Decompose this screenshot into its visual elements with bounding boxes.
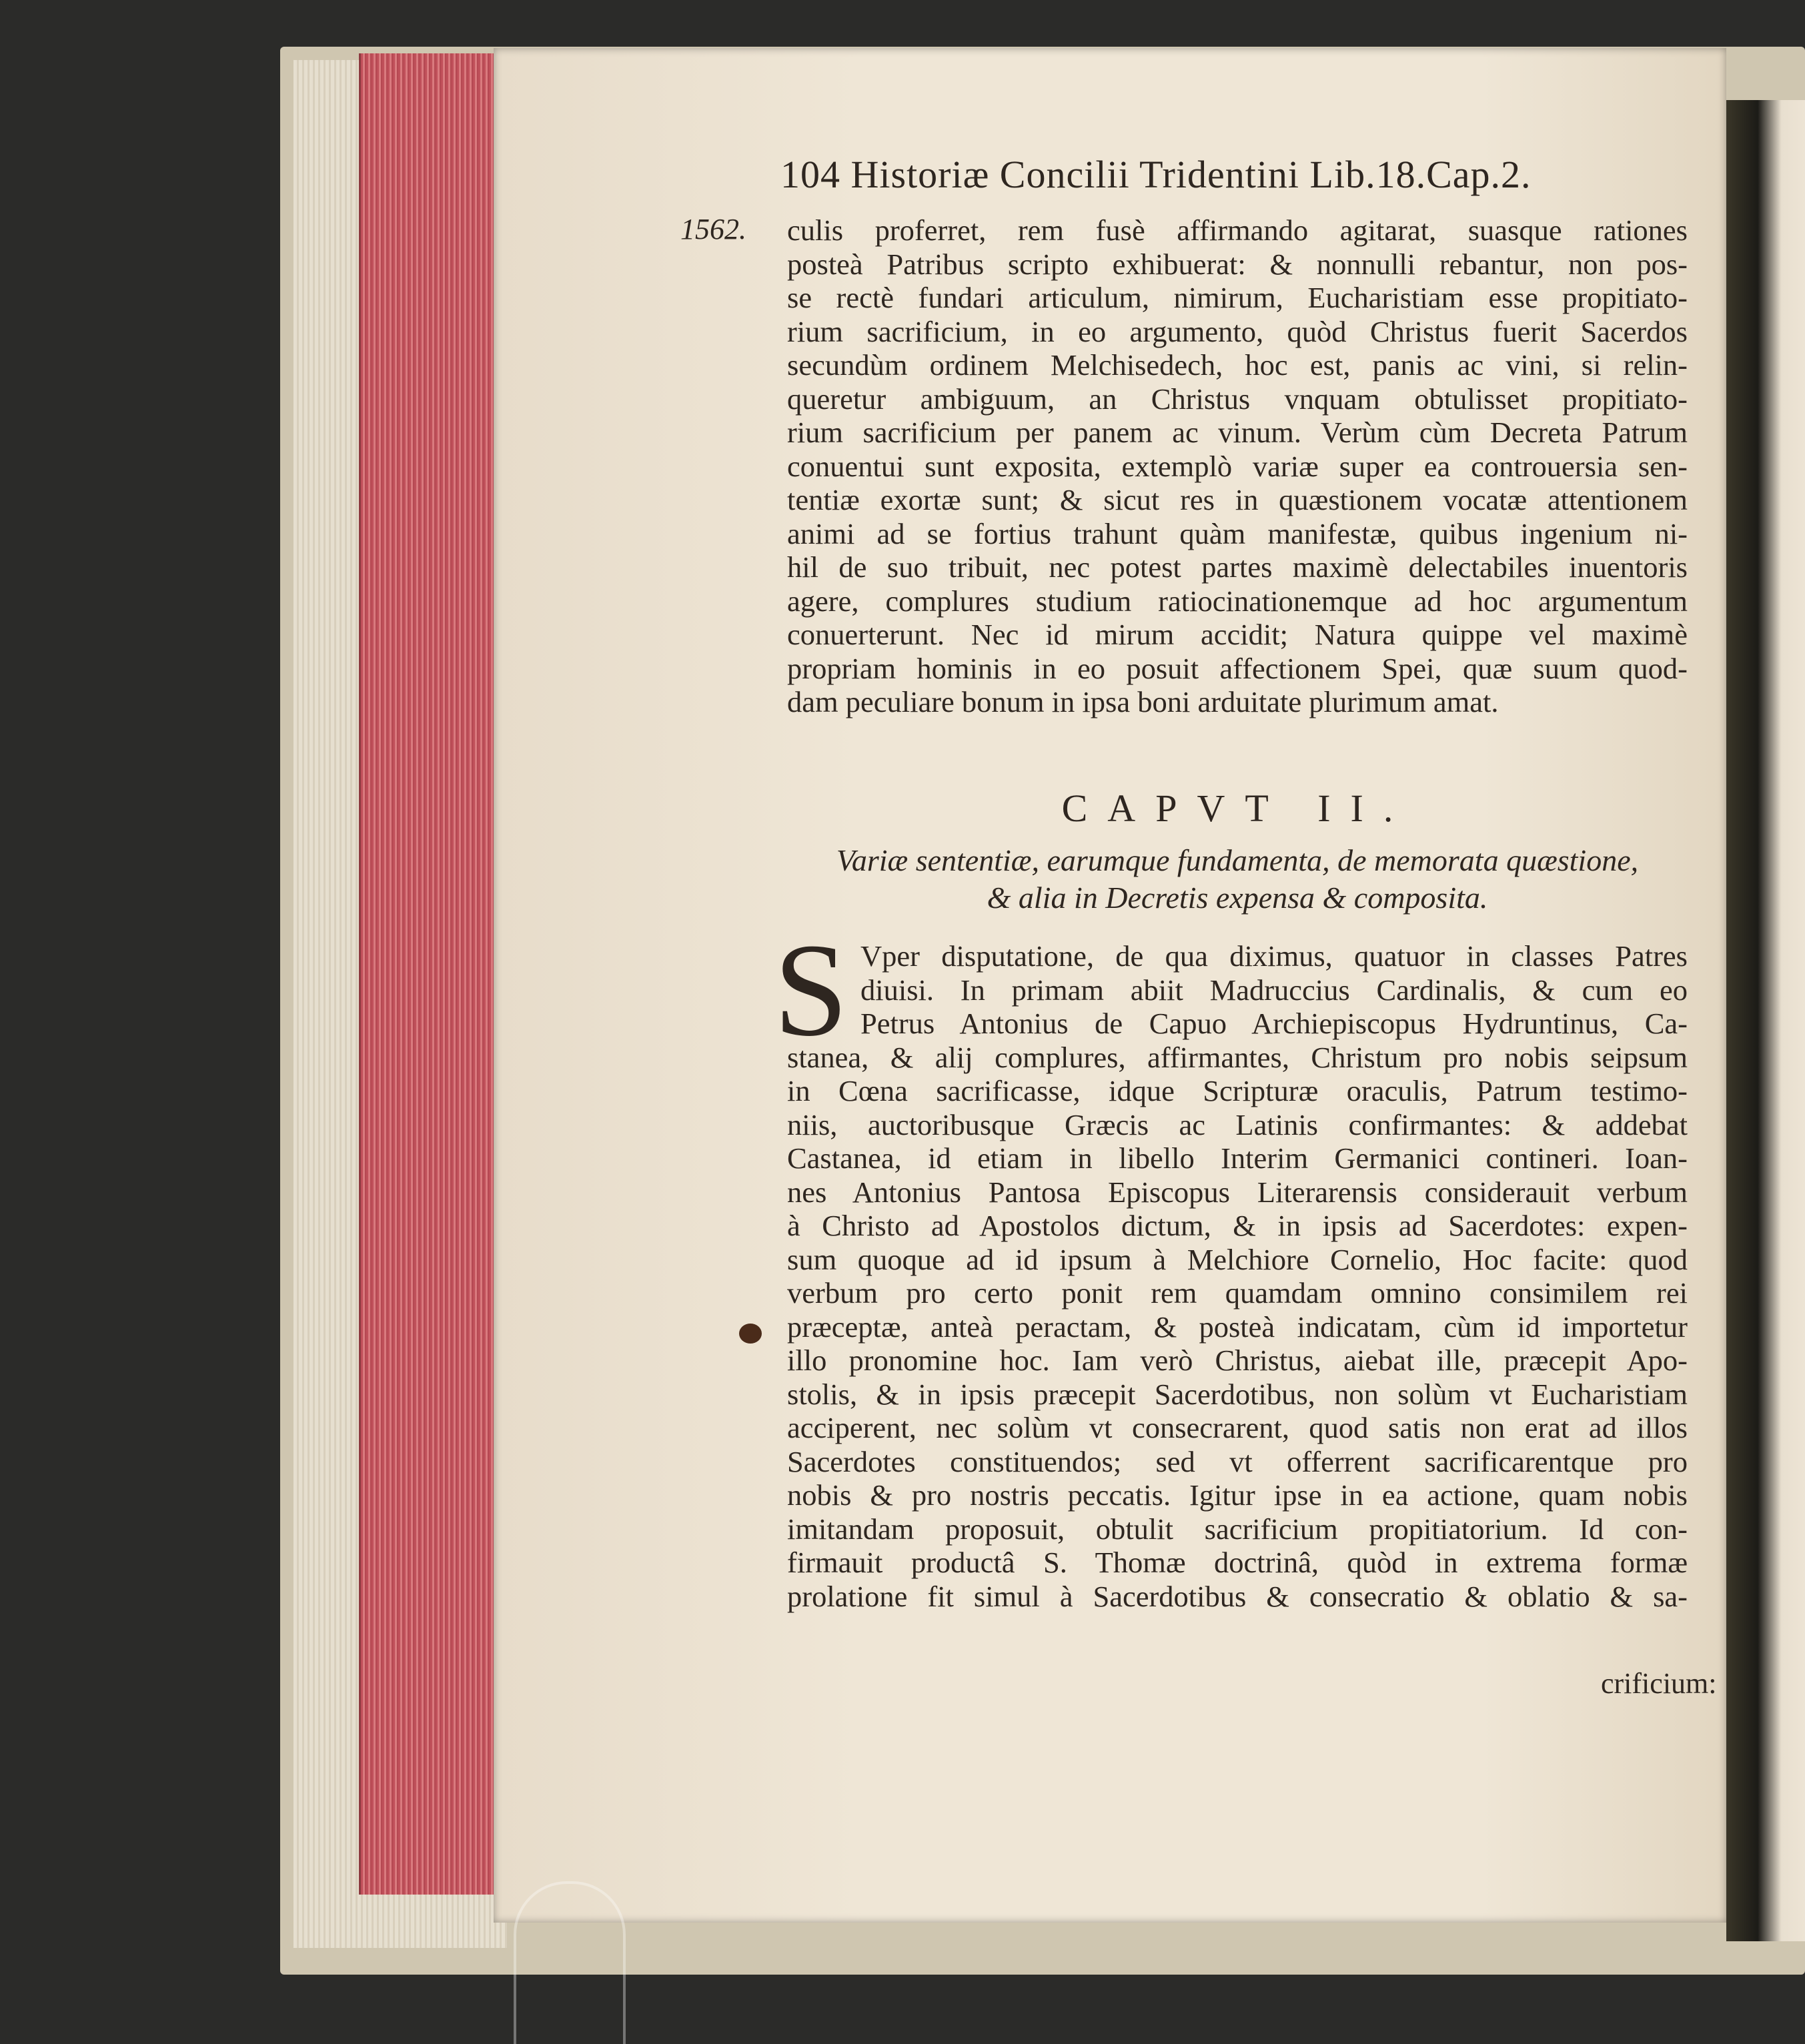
text-line: queretur ambiguum, an Christus vnquam obtulisset propitiato-: [787, 382, 1688, 416]
text-line: acciperent, nec solùm vt consecrarent, quod satis non erat ad illos: [787, 1411, 1688, 1444]
text-line: propriam hominis in eo posuit affectionem Spei, quæ suum quod-: [787, 651, 1688, 685]
paragraph-2: [787, 939, 1688, 1613]
text-line: sum quoque ad id ipsum à Melchiore Cornelio, Hoc facite: quod: [787, 1242, 1688, 1276]
paragraph-1: [787, 213, 1688, 719]
text-line: præceptæ, anteà peractam, & posteà indicatam, cùm id importetur: [787, 1310, 1688, 1344]
text-line: prolatione fit simul à Sacerdotibus & consecratio & oblatio & sa-: [787, 1579, 1688, 1613]
chapter-subtitle-line: Variæ sententiæ, earumque fundamenta, de memorata quæstione,: [836, 843, 1639, 877]
text-line: stanea, & alij complures, affirmantes, Christum pro nobis seipsum: [787, 1040, 1688, 1074]
text-line: Vper disputatione, de qua diximus, quatuor in classes Patres: [860, 939, 1688, 973]
text-line: verbum pro certo ponit rem quamdam omnino consimilem rei: [787, 1276, 1688, 1310]
text-line: tentiæ exortæ sunt; & sicut res in quæstionem vocatæ attentionem: [787, 483, 1688, 516]
text-line: agere, complures studium ratiocinationemque ad hoc argumentum: [787, 584, 1688, 618]
text-line: conuentui sunt exposita, extemplò variæ super ea controuersia sen-: [787, 449, 1688, 483]
text-line: culis proferret, rem fusè affirmando agitarat, suasque rationes: [787, 213, 1688, 247]
text-line: illo pronomine hoc. Iam verò Christus, aiebat ille, præcepit Apo-: [787, 1344, 1688, 1377]
text-line: se rectè fundari articulum, nimirum, Eucharistiam esse propitiato-: [787, 281, 1688, 314]
text-line: diuisi. In primam abiit Madruccius Cardinalis, & cum eo: [860, 973, 1688, 1007]
text-line: Petrus Antonius de Capuo Archiepiscopus Hydruntinus, Ca-: [860, 1007, 1688, 1040]
drop-cap: S: [774, 917, 848, 1064]
margin-year: 1562.: [680, 213, 746, 245]
text-line: niis, auctoribusque Græcis ac Latinis confirmantes: & addebat: [787, 1107, 1688, 1141]
text-line: hil de suo tribuit, nec potest partes maximè delectabiles inuentoris: [787, 550, 1688, 584]
chapter-title: CAPVT II.: [1061, 787, 1413, 830]
chapter-subtitle-line: & alia in Decretis expensa & composita.: [987, 881, 1488, 915]
running-head: 104 Historiæ Concilii Tridentini Lib.18.Cap.2.: [780, 153, 1532, 196]
text-line: rium sacrificium per panem ac vinum. Verùm cùm Decreta Patrum: [787, 416, 1688, 449]
text-line: secundùm ordinem Melchisedech, hoc est, panis ac vini, si relin-: [787, 348, 1688, 382]
text-line: rium sacrificium, in eo argumento, quòd Christus fuerit Sacerdos: [787, 314, 1688, 348]
book-gutter: [1726, 100, 1805, 1941]
text-line: dam peculiare bonum in ipsa boni arduitate plurimum amat.: [787, 685, 1499, 718]
text-line: Castanea, id etiam in libello Interim Germanici contineri. Ioan-: [787, 1141, 1688, 1175]
text-line: animi ad se fortius trahunt quàm manifestæ, quibus ingenium ni-: [787, 516, 1688, 550]
text-line: à Christo ad Apostolos dictum, & in ipsis ad Sacerdotes: expen-: [787, 1209, 1688, 1242]
catchword: crificium:: [1601, 1667, 1717, 1700]
chapter-subtitle: [787, 842, 1688, 917]
text-line: nes Antonius Pantosa Episcopus Literarensis considerauit verbum: [787, 1175, 1688, 1209]
text-line: imitandam proposuit, obtulit sacrificium propitiatorium. Id con-: [787, 1512, 1688, 1546]
red-page-edge: [359, 53, 501, 1895]
ink-stain: [739, 1324, 762, 1344]
text-line: stolis, & in ipsis præcepit Sacerdotibus, non solùm vt Eucharistiam: [787, 1377, 1688, 1411]
text-line: conuerterunt. Nec id mirum accidit; Natura quippe vel maximè: [787, 618, 1688, 651]
text-line: Sacerdotes constituendos; sed vt offerrent sacrificarentque pro: [787, 1444, 1688, 1478]
text-line: posteà Patribus scripto exhibuerat: & nonnulli rebantur, non pos-: [787, 247, 1688, 281]
page-clip: [514, 1881, 626, 2044]
text-line: firmauit productâ S. Thomæ doctrinâ, quòd in extrema formæ: [787, 1546, 1688, 1579]
text-line: in Cœna sacrificasse, idque Scripturæ oraculis, Patrum testimo-: [787, 1074, 1688, 1107]
text-line: nobis & pro nostris peccatis. Igitur ipse in ea actione, quam nobis: [787, 1478, 1688, 1512]
